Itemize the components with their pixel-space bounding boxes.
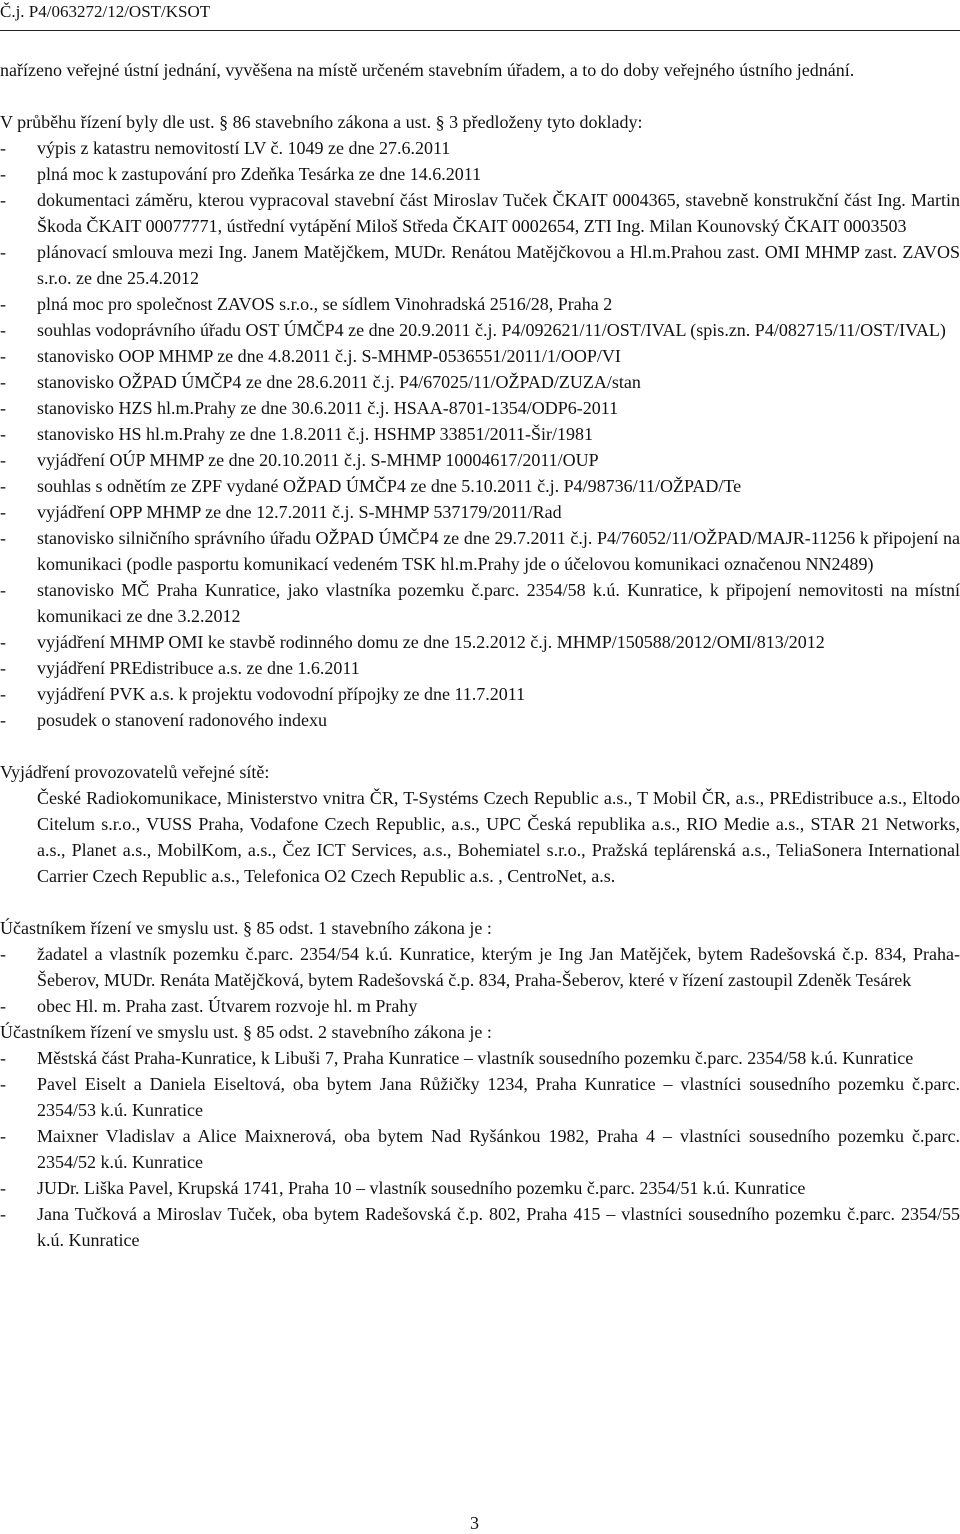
list-bullet: - xyxy=(0,710,6,730)
party2-heading: Účastníkem řízení ve smyslu ust. § 85 odst. 2 stavebního zákona je : xyxy=(0,1022,492,1042)
list-item-text: souhlas vodoprávního úřadu OST ÚMČP4 ze dne 20.9.2011 č.j. P4/092621/11/OST/IVAL (spis.zn. P4/082715/11/OST/IVAL) xyxy=(37,320,946,340)
list-item-text: vyjádření MHMP OMI ke stavbě rodinného domu ze dne 15.2.2012 č.j. MHMP/150588/2012/OMI/813/2012 xyxy=(37,632,825,652)
list-bullet: - xyxy=(0,190,6,210)
list-item-text: vyjádření PVK a.s. k projektu vodovodní přípojky ze dne 11.7.2011 xyxy=(37,684,526,704)
operators-heading: Vyjádření provozovatelů veřejné sítě: xyxy=(0,762,270,782)
page-number: 3 xyxy=(470,1513,479,1533)
list-item-text: dokumentaci záměru, kterou vypracoval stavební část Miroslav Tuček ČKAIT 0004365, stavebně konstrukční část Ing. Martin Škoda ČKAIT 00077771, ústřední vytápění Miloš Středa ČKAIT 0002654, ZTI Ing. Milan Kounovský ČKAIT 0003503 xyxy=(37,190,960,236)
list-bullet: - xyxy=(0,476,6,496)
list-item xyxy=(0,941,960,993)
list-item-text: vyjádření OPP MHMP ze dne 12.7.2011 č.j. S-MHMP 537179/2011/Rad xyxy=(37,502,562,522)
list-bullet: - xyxy=(0,658,6,678)
documents-heading: V průběhu řízení byly dle ust. § 86 stavebního zákona a ust. § 3 předloženy tyto doklady: xyxy=(0,112,643,132)
list-bullet: - xyxy=(0,294,6,314)
intro-paragraph: nařízeno veřejné ústní jednání, vyvěšena na místě určeném stavebním úřadem, a to do doby veřejného ústního jednání. xyxy=(0,60,855,80)
documents-list xyxy=(0,135,960,733)
document-body xyxy=(0,57,960,1253)
list-bullet: - xyxy=(0,424,6,444)
party2-list xyxy=(0,1045,960,1253)
list-item-text: souhlas s odnětím ze ZPF vydané OŽPAD ÚMČP4 ze dne 5.10.2011 č.j. P4/98736/11/OŽPAD/Te xyxy=(37,476,742,496)
list-item xyxy=(0,1045,960,1071)
list-item-text: stanovisko OOP MHMP ze dne 4.8.2011 č.j. S-MHMP-0536551/2011/1/OOP/VI xyxy=(37,346,621,366)
list-bullet: - xyxy=(0,1074,6,1094)
list-bullet: - xyxy=(0,528,6,548)
list-item xyxy=(0,161,960,187)
list-bullet: - xyxy=(0,996,6,1016)
list-item-text: vyjádření PREdistribuce a.s. ze dne 1.6.2011 xyxy=(37,658,360,678)
list-item xyxy=(0,369,960,395)
list-item-text: plánovací smlouva mezi Ing. Janem Matějčkem, MUDr. Renátou Matějčkovou a Hl.m.Prahou zast. OMI MHMP zast. ZAVOS s.r.o. ze dne 25.4.2012 xyxy=(37,242,960,288)
list-item xyxy=(0,343,960,369)
list-bullet: - xyxy=(0,502,6,522)
spacer xyxy=(0,889,960,915)
list-bullet: - xyxy=(0,320,6,340)
list-item xyxy=(0,681,960,707)
list-bullet: - xyxy=(0,346,6,366)
list-item xyxy=(0,291,960,317)
list-bullet: - xyxy=(0,580,6,600)
list-item-text: Pavel Eiselt a Daniela Eiseltová, oba bytem Jana Růžičky 1234, Praha Kunratice – vlastníci sousedního pozemku č.parc. 2354/53 k.ú. Kunratice xyxy=(37,1074,960,1120)
list-bullet: - xyxy=(0,684,6,704)
document-reference: Č.j. P4/063272/12/OST/KSOT xyxy=(0,2,211,21)
list-item xyxy=(0,187,960,239)
list-item xyxy=(0,395,960,421)
list-item xyxy=(0,629,960,655)
list-bullet: - xyxy=(0,1126,6,1146)
list-item xyxy=(0,473,960,499)
list-bullet: - xyxy=(0,164,6,184)
spacer xyxy=(0,733,960,759)
list-item-text: Jana Tučková a Miroslav Tuček, oba bytem Radešovská č.p. 802, Praha 415 – vlastníci sousedního pozemku č.parc. 2354/55 k.ú. Kunratice xyxy=(37,1204,960,1250)
list-bullet: - xyxy=(0,242,6,262)
list-item xyxy=(0,317,960,343)
list-item-text: Městská část Praha-Kunratice, k Libuši 7, Praha Kunratice – vlastník sousedního pozemku č.parc. 2354/58 k.ú. Kunratice xyxy=(37,1048,914,1068)
list-bullet: - xyxy=(0,944,6,964)
list-item xyxy=(0,1201,960,1253)
list-item-text: vyjádření OÚP MHMP ze dne 20.10.2011 č.j. S-MHMP 10004617/2011/OUP xyxy=(37,450,599,470)
list-bullet: - xyxy=(0,1204,6,1224)
list-item-text: JUDr. Liška Pavel, Krupská 1741, Praha 10 – vlastník sousedního pozemku č.parc. 2354/51 k.ú. Kunratice xyxy=(37,1178,806,1198)
list-item xyxy=(0,421,960,447)
header-divider xyxy=(0,30,960,31)
list-bullet: - xyxy=(0,632,6,652)
list-item-text: stanovisko MČ Praha Kunratice, jako vlastníka pozemku č.parc. 2354/58 k.ú. Kunratice, k připojení nemovitosti na místní komunikaci ze dne 3.2.2012 xyxy=(37,580,960,626)
list-item-text: Maixner Vladislav a Alice Maixnerová, oba bytem Nad Ryšánkou 1982, Praha 4 – vlastníci sousedního pozemku č.parc. 2354/52 k.ú. Kunratice xyxy=(37,1126,960,1172)
list-item xyxy=(0,239,960,291)
list-item xyxy=(0,1175,960,1201)
list-item-text: stanovisko HS hl.m.Prahy ze dne 1.8.2011 č.j. HSHMP 33851/2011-Šir/1981 xyxy=(37,424,593,444)
operators-list: České Radiokomunikace, Ministerstvo vnitra ČR, T-Systéms Czech Republic a.s., T Mobil ČR, a.s., PREdistribuce a.s., Eltodo Citelum s.r.o., VUSS Praha, Vodafone Czech Republic, a.s., UPC Česká republika a.s., RIO Medie a.s., STAR 21 Networks, a.s., Planet a.s., MobilKom, a.s., Čez ICT Services, a.s., Bohemiatel s.r.o., Pražská teplárenská a.s., TeliaSonera International Carrier Czech Republic a.s., Telefonica O2 Czech Republic a.s. , CentroNet, a.s. xyxy=(37,788,960,886)
list-item-text: stanovisko HZS hl.m.Prahy ze dne 30.6.2011 č.j. HSAA-8701-1354/ODP6-2011 xyxy=(37,398,619,418)
list-item xyxy=(0,499,960,525)
list-item xyxy=(0,707,960,733)
list-item-text: stanovisko silničního správního úřadu OŽPAD ÚMČP4 ze dne 29.7.2011 č.j. P4/76052/11/OŽPAD/MAJR-11256 k připojení na komunikaci (podle pasportu komunikací vedeném TSK hl.m.Prahy jde o účelovou komunikaci označenou NN2489) xyxy=(37,528,960,574)
list-bullet: - xyxy=(0,398,6,418)
list-item xyxy=(0,993,960,1019)
list-item xyxy=(0,135,960,161)
list-bullet: - xyxy=(0,138,6,158)
list-item xyxy=(0,525,960,577)
list-item xyxy=(0,447,960,473)
list-bullet: - xyxy=(0,372,6,392)
party1-heading: Účastníkem řízení ve smyslu ust. § 85 odst. 1 stavebního zákona je : xyxy=(0,918,492,938)
list-item xyxy=(0,577,960,629)
list-item-text: výpis z katastru nemovitostí LV č. 1049 ze dne 27.6.2011 xyxy=(37,138,451,158)
list-item-text: plná moc k zastupování pro Zdeňka Tesárka ze dne 14.6.2011 xyxy=(37,164,482,184)
list-item-text: žadatel a vlastník pozemku č.parc. 2354/54 k.ú. Kunratice, kterým je Ing Jan Matějček, bytem Radešovská č.p. 834, Praha-Šeberov, MUDr. Renáta Matějčková, bytem Radešovská č.p. 834, Praha-Šeberov, které v řízení zastoupil Zdeněk Tesárek xyxy=(37,944,960,990)
party1-list xyxy=(0,941,960,1019)
list-item-text: stanovisko OŽPAD ÚMČP4 ze dne 28.6.2011 č.j. P4/67025/11/OŽPAD/ZUZA/stan xyxy=(37,372,641,392)
list-item-text: plná moc pro společnost ZAVOS s.r.o., se sídlem Vinohradská 2516/28, Praha 2 xyxy=(37,294,613,314)
list-item xyxy=(0,655,960,681)
list-bullet: - xyxy=(0,450,6,470)
list-item xyxy=(0,1071,960,1123)
list-item-text: obec Hl. m. Praha zast. Útvarem rozvoje hl. m Prahy xyxy=(37,996,418,1016)
list-item-text: posudek o stanovení radonového indexu xyxy=(37,710,327,730)
spacer xyxy=(0,83,960,109)
list-bullet: - xyxy=(0,1048,6,1068)
list-item xyxy=(0,1123,960,1175)
list-bullet: - xyxy=(0,1178,6,1198)
